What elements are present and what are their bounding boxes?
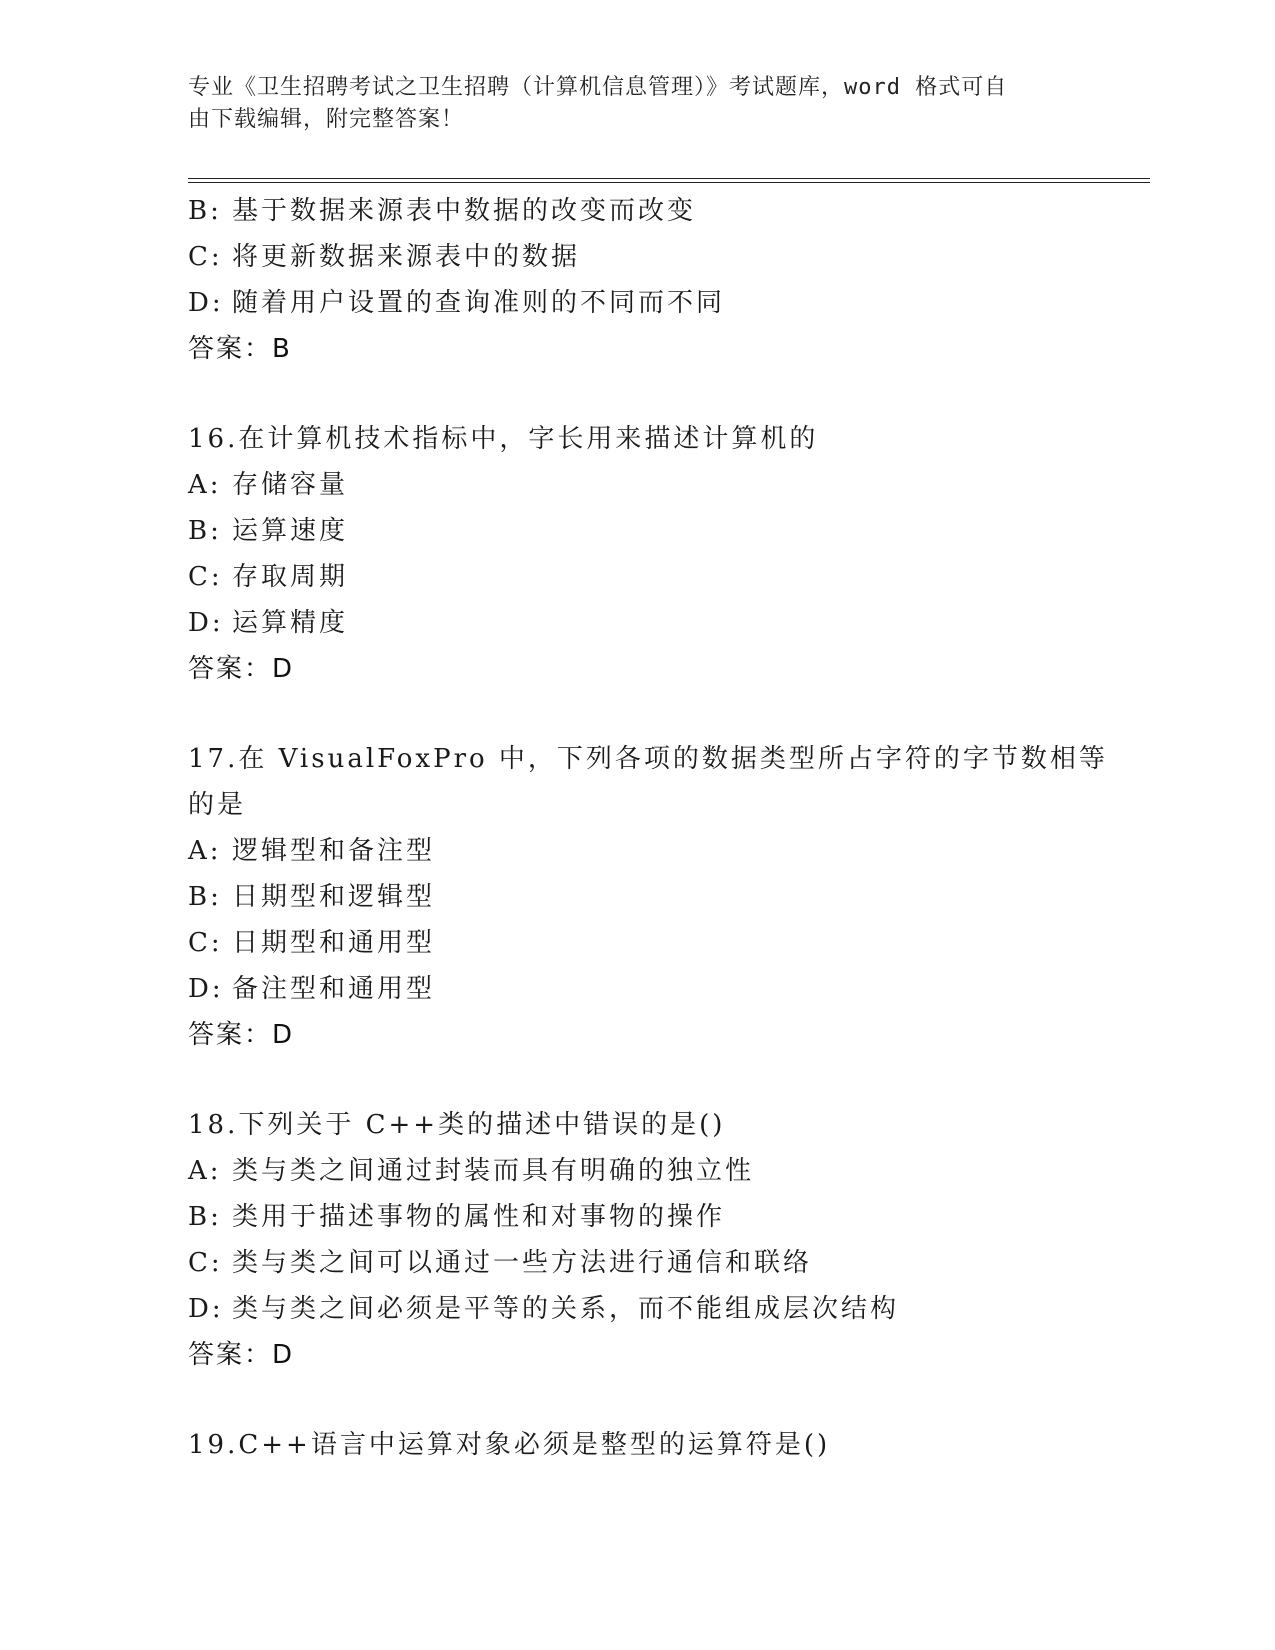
header-line-1: 专业《卫生招聘考试之卫生招聘（计算机信息管理）》考试题库，word 格式可自 (188, 75, 1008, 100)
option-text: 运算速度 (232, 516, 349, 546)
option-c (188, 234, 1148, 280)
option-key: C: (188, 562, 223, 592)
answer-line: 答案：D (188, 654, 295, 684)
option-text: 类与类之间通过封装而具有明确的独立性 (232, 1156, 755, 1186)
option-text: 存取周期 (232, 562, 349, 592)
option-text: 备注型和通用型 (232, 974, 436, 1004)
option-text: 基于数据来源表中数据的改变而改变 (232, 196, 697, 226)
question-16 (188, 416, 1148, 692)
option-key: A: (188, 836, 222, 866)
option-key: B: (188, 1202, 222, 1232)
option-key: A: (188, 470, 222, 500)
option-key: C: (188, 1248, 223, 1278)
option-key: D: (188, 288, 224, 318)
option-key: D: (188, 1294, 224, 1324)
question-19 (188, 1422, 1148, 1468)
option-d (188, 966, 1148, 1012)
option-c (188, 920, 1148, 966)
option-a (188, 828, 1148, 874)
option-c (188, 554, 1148, 600)
option-c (188, 1240, 1148, 1286)
question-stem: 18.下列关于 C++类的描述中错误的是() (188, 1110, 726, 1140)
option-key: B: (188, 882, 222, 912)
option-text: 类用于描述事物的属性和对事物的操作 (232, 1202, 726, 1232)
question-stem-line-1: 17.在 VisualFoxPro 中，下列各项的数据类型所占字符的字节数相等 (188, 744, 1108, 774)
option-key: B: (188, 196, 222, 226)
option-text: 存储容量 (232, 470, 349, 500)
option-d (188, 280, 1148, 326)
option-text: 将更新数据来源表中的数据 (232, 242, 581, 272)
answer-line: 答案：D (188, 1020, 295, 1050)
option-text: 类与类之间可以通过一些方法进行通信和联络 (232, 1248, 813, 1278)
option-a (188, 462, 1148, 508)
question-stem-line-2: 的是 (188, 790, 247, 820)
option-text: 日期型和逻辑型 (232, 882, 436, 912)
option-key: C: (188, 242, 223, 272)
question-list (188, 188, 1148, 1468)
header-line-2: 由下载编辑，附完整答案！ (188, 107, 465, 132)
question-18 (188, 1102, 1148, 1378)
document-header (188, 72, 1068, 136)
option-d (188, 1286, 1148, 1332)
option-text: 逻辑型和备注型 (232, 836, 436, 866)
option-text: 随着用户设置的查询准则的不同而不同 (232, 288, 726, 318)
header-divider-bottom (188, 182, 1150, 183)
option-a (188, 1148, 1148, 1194)
question-15-tail (188, 188, 1148, 372)
question-17 (188, 736, 1148, 1058)
option-key: C: (188, 928, 223, 958)
option-key: D: (188, 608, 224, 638)
header-divider-top (188, 178, 1150, 179)
option-d (188, 600, 1148, 646)
answer-line: 答案：B (188, 334, 292, 364)
option-key: D: (188, 974, 224, 1004)
question-stem: 16.在计算机技术指标中，字长用来描述计算机的 (188, 424, 819, 454)
option-key: A: (188, 1156, 222, 1186)
answer-line: 答案：D (188, 1340, 295, 1370)
question-stem: 19.C++语言中运算对象必须是整型的运算符是() (188, 1430, 831, 1460)
option-key: B: (188, 516, 222, 546)
option-b (188, 188, 1148, 234)
option-text: 日期型和通用型 (232, 928, 436, 958)
option-b (188, 874, 1148, 920)
option-b (188, 508, 1148, 554)
option-text: 运算精度 (232, 608, 349, 638)
option-b (188, 1194, 1148, 1240)
option-text: 类与类之间必须是平等的关系，而不能组成层次结构 (232, 1294, 900, 1324)
